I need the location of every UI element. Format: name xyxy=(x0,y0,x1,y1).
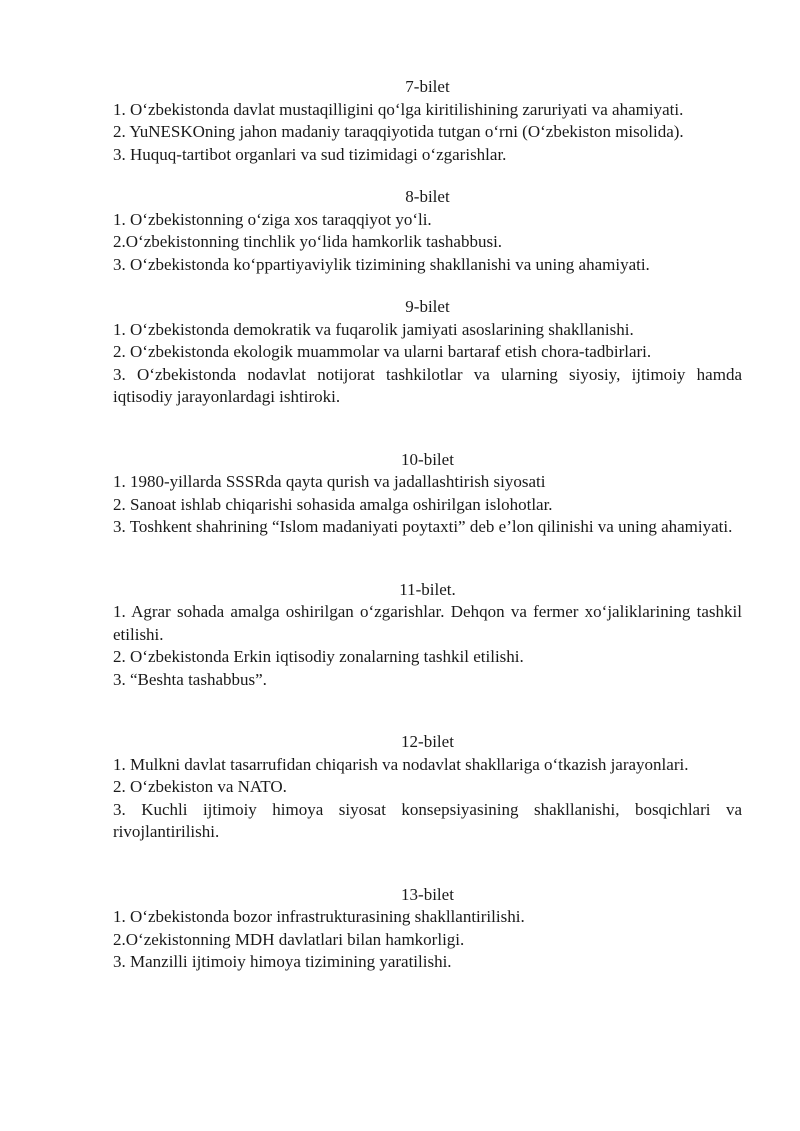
ticket-9 xyxy=(113,296,742,409)
ticket-title: 10-bilet xyxy=(401,449,454,469)
question-2: 2. O‘zbekistonda Erkin iqtisodiy zonalarning tashkil etilishi. xyxy=(113,647,524,666)
ticket-7 xyxy=(113,76,742,166)
ticket-title: 11-bilet. xyxy=(399,579,456,599)
question-3: 3. Manzilli ijtimoiy himoya tizimining yaratilishi. xyxy=(113,952,452,971)
question-2: 2.O‘zbekistonning tinchlik yo‘lida hamkorlik tashabbusi. xyxy=(113,232,503,251)
ticket-title: 13-bilet xyxy=(401,884,454,904)
question-2: 2. O‘zbekistonda ekologik muammolar va ularni bartaraf etish chora-tadbirlari. xyxy=(113,342,652,361)
ticket-title: 9-bilet xyxy=(405,297,450,316)
question-1: 1. O‘zbekistonda demokratik va fuqarolik jamiyati asoslarining shakllanishi. xyxy=(113,319,634,339)
question-1: 1. O‘zbekistonning o‘ziga xos taraqqiyot yo‘li. xyxy=(113,209,432,229)
question-2: 2. O‘zbekiston va NATO. xyxy=(113,777,287,796)
ticket-13 xyxy=(113,884,742,974)
question-3: 3. O‘zbekistonda nodavlat notijorat tashkilotlar va ularning siyosiy, ijtimoiy hamda iqtisodiy jarayonlardagi ishtiroki. xyxy=(113,364,742,406)
question-2: 2. YuNESKOning jahon madaniy taraqqiyotida tutgan o‘rni (O‘zbekiston misolida). xyxy=(113,122,684,141)
ticket-12 xyxy=(113,731,742,844)
ticket-8 xyxy=(113,186,742,276)
question-3: 3. O‘zbekistonda ko‘ppartiyaviylik tizimining shakllanishi va uning ahamiyati. xyxy=(113,254,650,274)
question-3: 3. Huquq-tartibot organlari va sud tizimidagi o‘zgarishlar. xyxy=(113,144,507,164)
question-2: 2. Sanoat ishlab chiqarishi sohasida amalga oshirilgan islohotlar. xyxy=(113,494,553,514)
ticket-title: 12-bilet xyxy=(401,732,454,751)
ticket-title: 7-bilet xyxy=(405,77,450,96)
ticket-list xyxy=(113,76,742,974)
ticket-10 xyxy=(113,449,742,539)
question-3: 3. Kuchli ijtimoiy himoya siyosat konsepsiyasining shakllanishi, bosqichlari va rivojlantirilishi. xyxy=(113,799,742,841)
question-1: 1. 1980-yillarda SSSRda qayta qurish va jadallashtirish siyosati xyxy=(113,472,546,491)
ticket-11 xyxy=(113,579,742,692)
question-1: 1. Mulkni davlat tasarrufidan chiqarish va nodavlat shakllariga o‘tkazish jarayonlari. xyxy=(113,754,689,774)
ticket-title: 8-bilet xyxy=(405,187,450,206)
question-1: 1. O‘zbekistonda davlat mustaqilligini qo‘lga kiritilishining zaruriyati va ahamiyati. xyxy=(113,99,684,119)
question-3: 3. Toshkent shahrining “Islom madaniyati poytaxti” deb e’lon qilinishi va uning ahamiyati. xyxy=(113,517,733,536)
question-3: 3. “Beshta tashabbus”. xyxy=(113,669,267,689)
question-2: 2.O‘zekistonning MDH davlatlari bilan hamkorligi. xyxy=(113,929,465,949)
question-1: 1. Agrar sohada amalga oshirilgan o‘zgarishlar. Dehqon va fermer xo‘jaliklarining tashkil etilishi. xyxy=(113,602,742,644)
question-1: 1. O‘zbekistonda bozor infrastrukturasining shakllantirilishi. xyxy=(113,907,525,926)
